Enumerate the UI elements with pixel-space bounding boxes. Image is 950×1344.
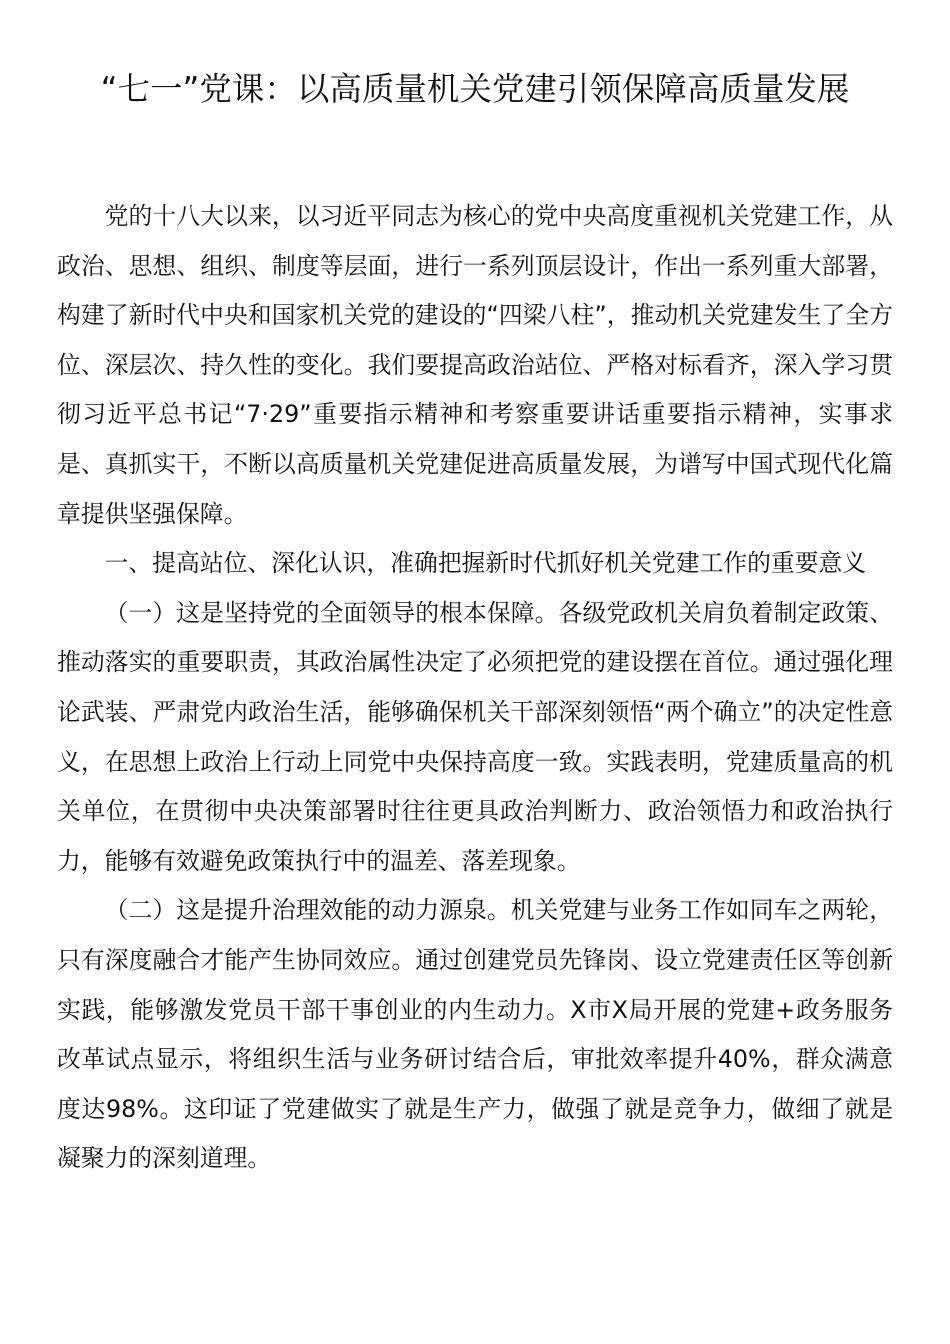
paragraph-subsection-2: （二）这是提升治理效能的动力源泉。机关党建与业务工作如同车之两轮，只有深度融合才能产生协同效应。通过创建党员先锋岗、设立党建责任区等创新实践，能够激发党员干部干事创业的内生动力。X市X局开展的党建+政务服务改革试点显示，将组织生活与业务研讨结合后，审批效率提升40%，群众满意度达98%。这印证了党建做实了就是生产力，做强了就是竞争力，做细了就是凝聚力的深刻道理。 [57,896,893,1173]
section-heading-1: 一、提高站位、深化认识，准确把握新时代抓好机关党建工作的重要意义 [104,549,867,578]
paragraph-intro: 党的十八大以来，以习近平同志为核心的党中央高度重视机关党建工作，从政治、思想、组织、制度等层面，进行一系列顶层设计，作出一系列重大部署，构建了新时代中央和国家机关党的建设的“四梁八柱”，推动机关党建发生了全方位、深层次、持久性的变化。我们要提高政治站位、严格对标看齐，深入学习贯彻习近平总书记“7·29”重要指示精神和考察重要讲话重要指示精神，实事求是、真抓实干，不断以高质量机关党建促进高质量发展，为谱写中国式现代化篇章提供坚强保障。 [57,202,893,528]
document-body [57,192,893,1184]
document-title: “七一”党课：以高质量机关党建引领保障高质量发展 [100,70,850,108]
paragraph-subsection-1: （一）这是坚持党的全面领导的根本保障。各级党政机关肩负着制定政策、推动落实的重要职责，其政治属性决定了必须把党的建设摆在首位。通过强化理论武装、严肃党内政治生活，能够确保机关干部深刻领悟“两个确立”的决定性意义，在思想上政治上行动上同党中央保持高度一致。实践表明，党建质量高的机关单位，在贯彻中央决策部署时往往更具政治判断力、政治领悟力和政治执行力，能够有效避免政策执行中的温差、落差现象。 [57,598,893,875]
